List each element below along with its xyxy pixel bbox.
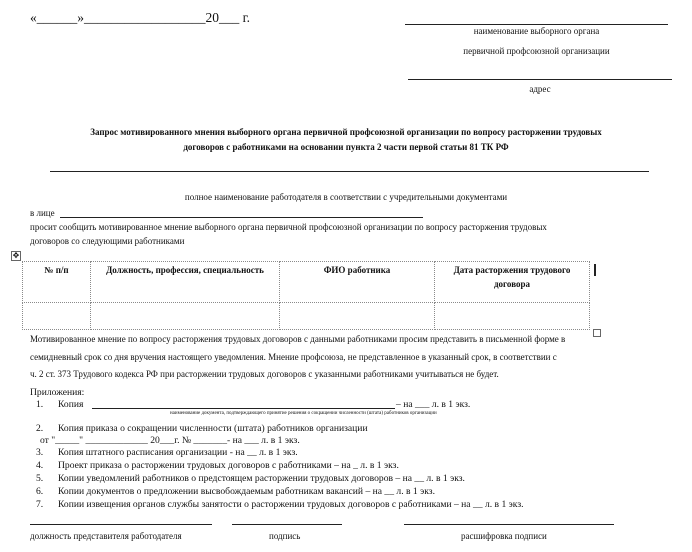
table-cell[interactable] [23, 303, 91, 330]
sign-line [232, 524, 342, 525]
list-item-number: 4. [36, 460, 44, 471]
col-date-header: Дата расторжения трудового договора [435, 262, 590, 303]
list-item: Проект приказа о расторжении трудовых договоров с работниками – на _ л. в 1 экз. [58, 460, 399, 471]
resize-icon[interactable] [593, 329, 601, 337]
position-caption: должность представителя работодателя [30, 531, 182, 541]
list-item-number: 6. [36, 486, 44, 497]
list-item: Копии извещения органов службы занятости о расторжении трудовых договоров с работниками – на __ л. в 1 экз. [58, 499, 524, 510]
list-item: Копии уведомлений работников о предстоящем расторжении трудовых договоров – на __ л. в 1 экз. [58, 473, 465, 484]
employer-caption: полное наименование работодателя в соответствии с учредительными документами [184, 192, 508, 202]
document-name-line [92, 398, 395, 409]
table-row [23, 303, 590, 330]
list-item: Копия приказа о сокращении численности (штата) работников организации [58, 423, 368, 434]
list-item-number: 7. [36, 499, 44, 510]
document-title-line2: договоров с работниками на основании пункта 2 части первой статьи 81 ТК РФ [183, 142, 509, 152]
body-line2: семидневный срок со дня вручения настоящего уведомления. Мнение профсоюза, не представленное в указанный срок, в соответствии с [30, 352, 557, 362]
table-cell[interactable] [280, 303, 435, 330]
decode-caption: расшифровка подписи [461, 531, 547, 541]
body-line1: Мотивированное мнение по вопросу расторжения трудовых договоров с данными работниками просим представить в письменной форме в [30, 334, 566, 344]
employees-table [22, 261, 590, 330]
org-name-line [405, 24, 668, 25]
list-item-number: 1. [36, 399, 44, 410]
col-position-header: Должность, профессия, специальность [91, 262, 280, 303]
org-caption-1: наименование выборного органа [473, 26, 600, 36]
table-header-row [23, 262, 590, 303]
document-title-line1: Запрос мотивированного мнения выборного органа первичной профсоюзной организации по вопросу расторжении трудовых [90, 127, 602, 137]
list-item-number: 2. [36, 423, 44, 434]
employer-name-line [50, 171, 649, 172]
body-line3: ч. 2 ст. 373 Трудового кодекса РФ при расторжении трудовых договоров с указанными работниками учитываться не будет. [30, 369, 499, 379]
col-name-header: ФИО работника [280, 262, 435, 303]
date-line: «______»__________________20___ г. [30, 10, 251, 25]
attachments-heading: Приложения: [30, 387, 85, 398]
list-item-number: 5. [36, 473, 44, 484]
list-item: Копия штатного расписания организации - на __ л. в 1 экз. [58, 447, 298, 458]
request-line1: просит сообщить мотивированное мнение выборного органа первичной профсоюзной организации по вопросу расторжения трудовых [30, 222, 547, 232]
table-cell[interactable] [91, 303, 280, 330]
col-number-header: № п/п [23, 262, 91, 303]
in-person-line [60, 217, 423, 218]
list-item: Копии документов о предложении высвобождаемым работникам вакансий – на __ л. в 1 экз. [58, 486, 435, 497]
text-cursor [594, 264, 596, 276]
move-icon[interactable]: ✥ [12, 251, 20, 260]
request-line2: договоров со следующими работниками [30, 236, 185, 246]
sign-caption: подпись [269, 531, 301, 541]
position-line [30, 524, 212, 525]
decode-line [404, 524, 614, 525]
document-name-caption: наименование документа, подтверждающего принятие решения о сокращении численности (штата) работников организации [170, 411, 437, 416]
list-item: – на ___ л. в 1 экз. [396, 399, 471, 410]
list-item-number: 3. [36, 447, 44, 458]
list-item: от "_____" _____________ 20___г. № _______- на ___ л. в 1 экз. [40, 435, 300, 446]
list-item: Копия [58, 399, 84, 410]
address-line [408, 79, 672, 80]
in-person-label: в лице [30, 208, 55, 218]
org-caption-2: первичной профсоюзной организации [463, 46, 610, 56]
table-cell[interactable] [435, 303, 590, 330]
address-caption: адрес [529, 84, 551, 94]
